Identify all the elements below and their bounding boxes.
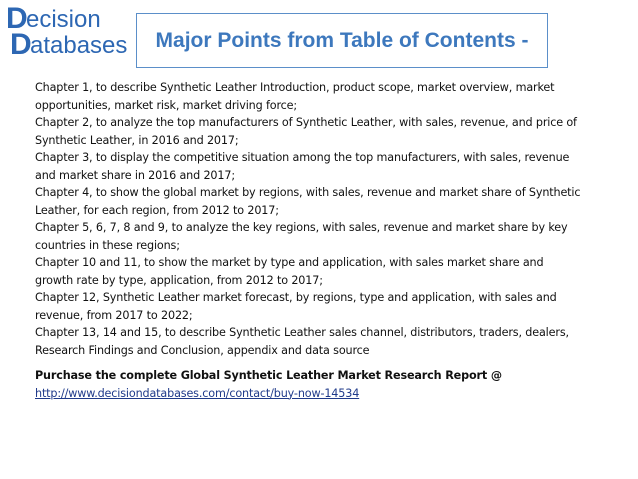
chapter-item: Chapter 5, 6, 7, 8 and 9, to analyze the key regions, with sales, revenue and market share by key countries in these regions; [35,221,568,252]
chapter-item: Chapter 3, to display the competitive situation among the top manufacturers, with sales, revenue and market share in 2016 and 2017; [35,151,570,182]
decision-databases-logo [4,2,134,64]
purchase-text: Purchase the complete Global Synthetic Leather Market Research Report @ [35,369,502,382]
page-title: Major Points from Table of Contents - [155,28,529,52]
chapter-list [35,79,583,402]
chapter-item: Chapter 12, Synthetic Leather market forecast, by regions, type and application, with sales and revenue, from 2017 to 2022; [35,291,557,322]
logo-line2: atabases [30,32,128,59]
logo-initial-top: D [6,2,28,35]
chapter-item: Chapter 13, 14 and 15, to describe Synthetic Leather sales channel, distributors, traders, dealers, Research Findings and Conclusion, appendix and data source [35,326,569,357]
chapter-item: Chapter 10 and 11, to show the market by type and application, with sales market share and growth rate by type, application, from 2012 to 2017; [35,256,544,287]
report-link[interactable]: http://www.decisiondatabases.com/contact/buy-now-14534 [35,386,360,400]
chapter-item: Chapter 4, to show the global market by regions, with sales, revenue and market share of Synthetic Leather, for each region, from 2012 to 2017; [35,186,581,217]
chapter-item: Chapter 2, to analyze the top manufacturers of Synthetic Leather, with sales, revenue, and price of Synthetic Leather, in 2016 and 2017; [35,116,577,147]
chapter-item: Chapter 1, to describe Synthetic Leather Introduction, product scope, market overview, market opportunities, market risk, market driving force; [35,81,555,112]
logo-initial-bottom: D [10,28,32,61]
logo-graphic [4,2,134,64]
logo-line1: ecision [26,6,101,33]
title-box [136,13,548,68]
